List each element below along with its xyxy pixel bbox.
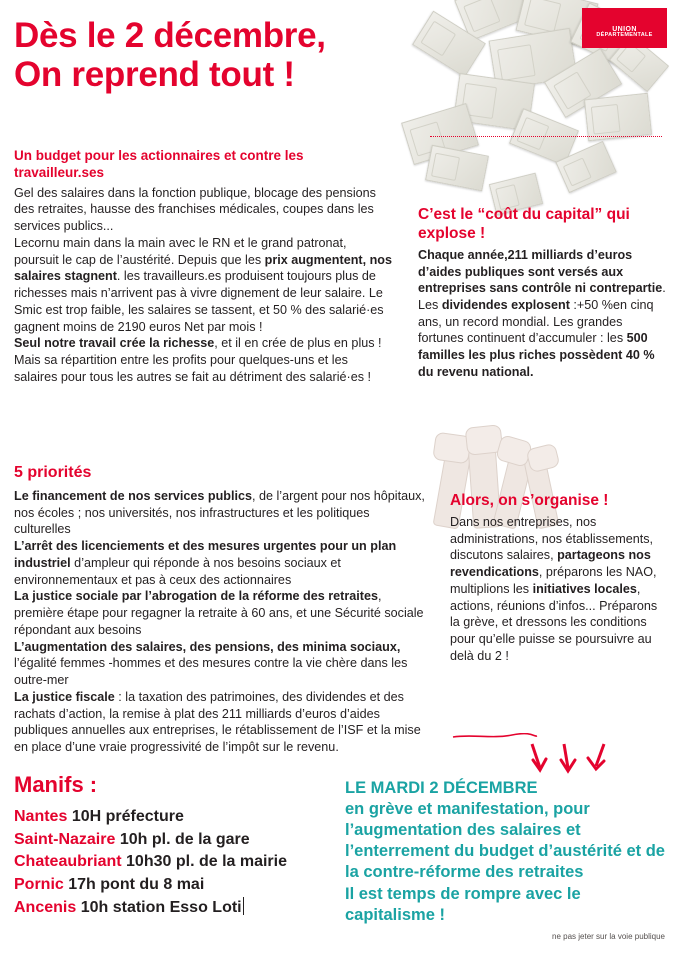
section-manifs [14, 772, 344, 920]
budget-title: Un budget pour les actionnaires et contre les travailleur.ses [14, 148, 304, 180]
priority-item: La justice fiscale : la taxation des patrimoines, des dividendes et des rachats d’action, la remise à plat des 211 milliards d’euros d’aides publiques annuelles aux entreprises, le rétablissement de l’ISF et la mise en place d’une vraie progressivité de l’impôt sur le revenu. [14, 689, 421, 755]
cta-line-3: Il est temps de rompre avec le capitalisme ! [345, 884, 581, 924]
headline-line-1: Dès le 2 décembre, [14, 16, 326, 55]
legal-notice: ne pas jeter sur la voie publique [552, 932, 665, 941]
section-organise [450, 492, 668, 665]
logo-line-2: DÉPARTEMENTALE [596, 32, 653, 39]
manif-city: Ancenis [14, 898, 77, 916]
organise-paragraph: Dans nos entreprises, nos administrations, nos établissements, discutons salaires, partageons nos revendications, préparons les NAO, multiplions les initiatives locales, actions, réunions d’infos... Préparons la grève, et dressons les conditions pour qu’elle puisse se poursuivre au delà du 2 ! [450, 514, 658, 663]
red-arrows-icon [524, 742, 624, 778]
manif-row [14, 829, 344, 852]
manif-detail: 10h station Esso Loti [80, 898, 242, 916]
manif-city: Nantes [14, 808, 68, 825]
priority-item: L’augmentation des salaires, des pensions, des minima sociaux, l’égalité femmes -hommes et des mesures contre la vie chère dans les outre-mer [14, 639, 408, 688]
manif-detail: 10h pl. de la gare [119, 830, 250, 848]
manif-city: Pornic [14, 876, 64, 894]
organise-title: Alors, on s’organise ! [450, 492, 609, 509]
priority-item: L’arrêt des licenciements et des mesures urgentes pour un plan industriel d’ampleur qui réponde à nos besoins sociaux et environnementaux et pas à ceux des actionnaires [14, 539, 397, 587]
manif-detail: 10h30 pl. de la mairie [126, 853, 287, 871]
priority-item: La justice sociale par l’abrogation de la réforme des retraites, première étape pour regagner la retraite à 60 ans, et une Sécurité sociale répondant aux besoins [14, 589, 424, 637]
union-logo [582, 8, 667, 48]
manif-detail: 10H préfecture [71, 808, 184, 825]
logo-line-1: UNION [612, 26, 637, 33]
manif-city: Saint-Nazaire [14, 830, 116, 848]
dotted-divider [430, 136, 662, 139]
section-budget [14, 148, 392, 386]
manif-row [14, 874, 344, 897]
budget-paragraph-3: Seul notre travail crée la richesse, et il en crée de plus en plus ! Mais sa répartition entre les profits pour quelques-uns et les salaires pour tous les autres se fait au détriment des salarié·es ! [14, 336, 382, 384]
budget-paragraph-2: Lecornu main dans la main avec le RN et le grand patronat, poursuit le cap de l’austérité. Depuis que les prix augmentent, nos salaires stagnent. les travailleurs.es produisent toujours plus de richesses mais n’arrivent pas à vivre dignement de leur salaire. Le Smic est trop faible, les salaires se tassent, et 50 % des salarié·es gagnent moins de 2190 euros Net par mois ! [14, 235, 392, 334]
manif-row [14, 851, 344, 874]
headline-line-2: On reprend tout ! [14, 55, 295, 95]
manif-detail: 17h pont du 8 mai [68, 876, 205, 894]
underline-squiggle [452, 733, 538, 739]
priority-item: Le financement de nos services publics, de l’argent pour nos hôpitaux, nos écoles ; nos universités, nos infrastructures et les politiques culturelles [14, 489, 425, 537]
manif-row [14, 806, 344, 829]
cta-line-2: en grève et manifestation, pour l’augmentation des salaires et l’enterrement du budget d’austérité et de la contre-réforme des retraites [345, 800, 665, 882]
budget-paragraph-1: Gel des salaires dans la fonction publique, blocage des pensions des retraites, hausse des franchises médicales, coupes dans les services publics... [14, 185, 376, 234]
priorities-title: 5 priorités [14, 464, 92, 481]
poster-headline [14, 16, 484, 94]
capital-title: C’est le “coût du capital” qui explose ! [418, 206, 630, 242]
manifs-title: Manifs : [14, 772, 98, 797]
cta-line-1: LE MARDI 2 DÉCEMBRE [345, 779, 538, 797]
manif-row [14, 897, 344, 920]
text-caret [243, 897, 244, 915]
section-priorites [14, 464, 426, 756]
manif-city: Chateaubriant [14, 853, 122, 871]
capital-paragraph: Chaque année,211 milliards d’euros d’aides publiques sont versés aux entreprises sans contrôle ni contrepartie. Les dividendes explosent :+50 %en cinq ans, un record mondial. Les grandes fortunes continuent d’accumuler : les 500 familles les plus riches possèdent 40 % du revenu national. [418, 247, 666, 379]
section-cout-du-capital [418, 206, 668, 381]
section-call-to-action [345, 778, 665, 926]
